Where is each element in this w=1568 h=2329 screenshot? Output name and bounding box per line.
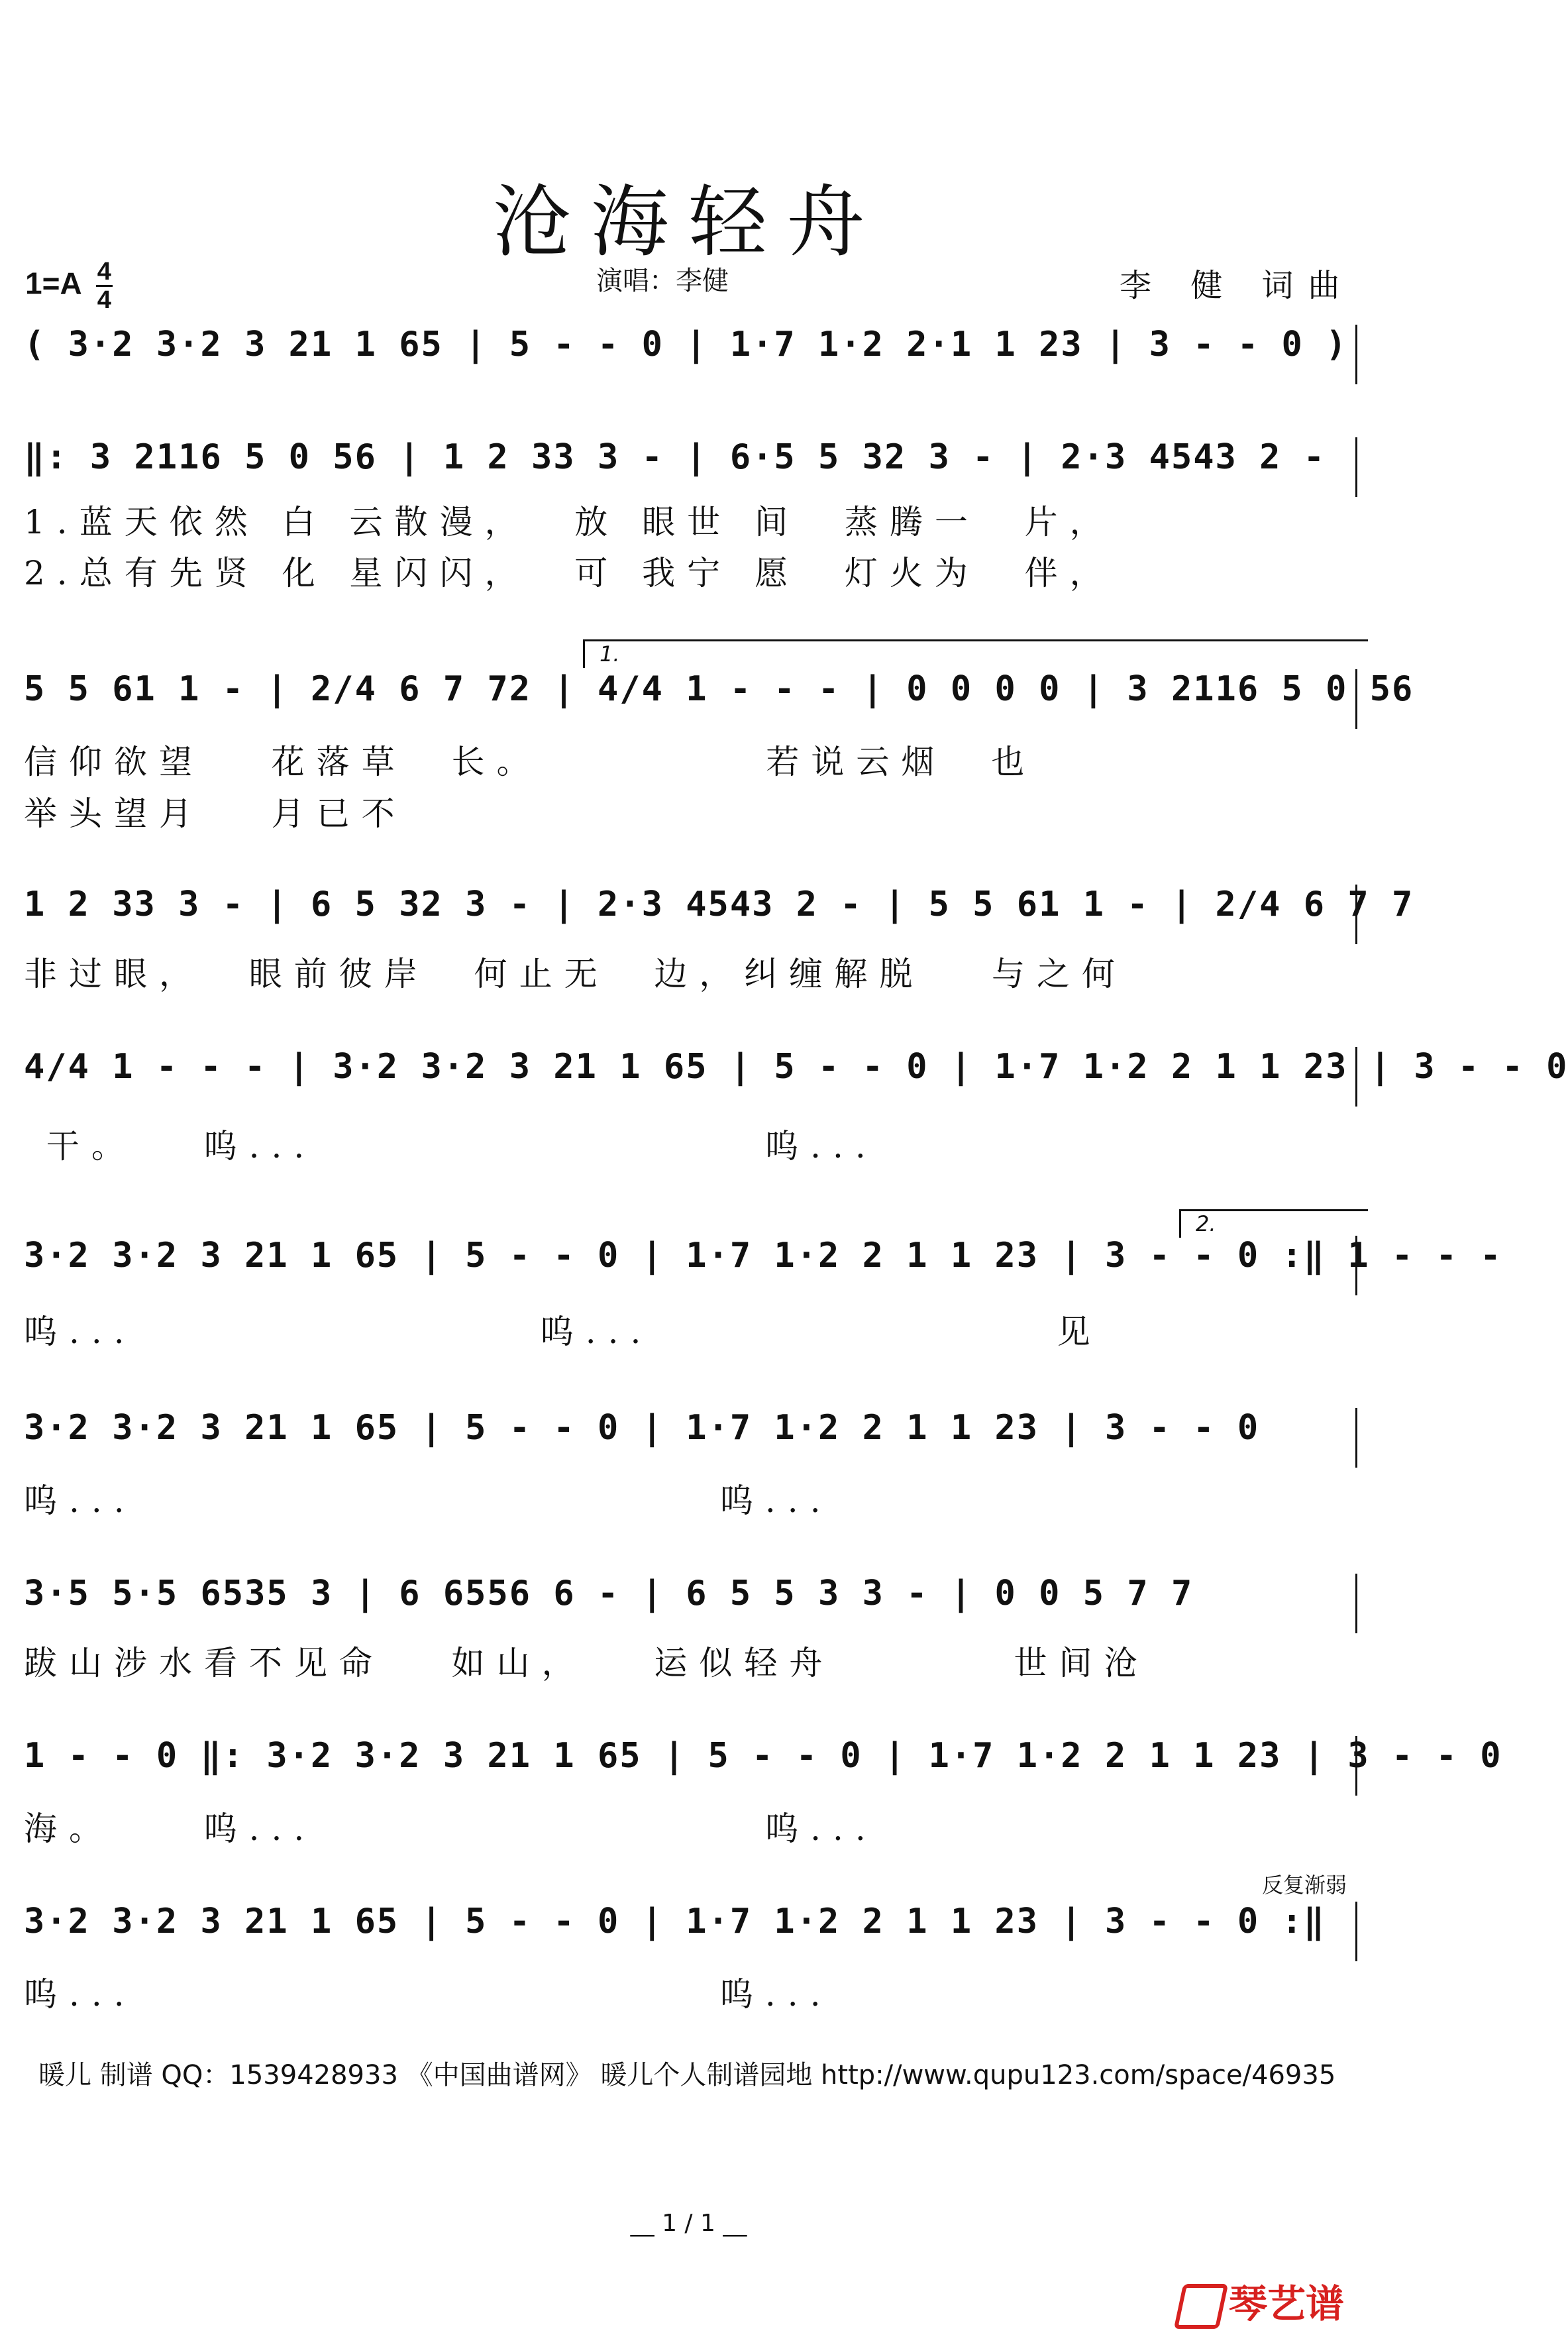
lyric-line-3a: 信仰欲望 花落草 长。 若说云烟 也 xyxy=(24,743,1037,781)
lyric-line-2a: 1.蓝天依然 白 云散漫， 放 眼世 间 蒸腾一 片， xyxy=(24,503,1115,541)
key-label: 1=A xyxy=(25,266,81,301)
score-line-4: 1 2 33 3 - | 6 5 32 3 - | 2·3 4543 2 - | 5 5 61 1 - | 2/4 6 7 7 xyxy=(24,885,1357,944)
lyric-line-4: 非过眼， 眼前彼岸 何止无 边，纠缠解脱 与之何 xyxy=(24,955,1127,993)
score-line-10: 3·2 3·2 3 21 1 65 | 5 - - 0 | 1·7 1·2 2 1 1 23 | 3 - - 0 :‖ xyxy=(24,1902,1357,1961)
lyric-line-6: 呜... 呜... 见 xyxy=(24,1313,1102,1351)
logo-text: 琴艺谱 xyxy=(1228,2281,1344,2326)
volta-2: 2. xyxy=(1179,1209,1368,1238)
repeat-note: 反复渐弱 xyxy=(1261,1872,1347,1898)
score-line-2: ‖: 3 2116 5 0 56 | 1 2 33 3 - | 6·5 5 32 3 - | 2·3 4543 2 - xyxy=(24,437,1357,497)
logo-icon xyxy=(1174,2284,1228,2329)
score-line-8: 3·5 5·5 6535 3 | 6 6556 6 - | 6 5 5 3 3 - | 0 0 5 7 7 xyxy=(24,1574,1357,1633)
site-logo xyxy=(1178,2273,1344,2329)
score-line-6: 3·2 3·2 3 21 1 65 | 5 - - 0 | 1·7 1·2 2 1 1 23 | 3 - - 0 :‖ 1 - - - xyxy=(24,1236,1357,1295)
composer-credit: 李 健 词曲 xyxy=(1120,267,1355,304)
lyric-line-2b: 2.总有先贤 化 星闪闪， 可 我宁 愿 灯火为 伴， xyxy=(24,554,1115,592)
time-sig-numerator: 4 xyxy=(97,258,111,286)
key-signature xyxy=(25,258,113,313)
lyric-line-3b: 举头望月 月已不 xyxy=(24,794,407,833)
lyric-line-8: 跋山涉水看不见命 如山， 运似轻舟 世间沧 xyxy=(24,1644,1149,1682)
score-line-7: 3·2 3·2 3 21 1 65 | 5 - - 0 | 1·7 1·2 2 1 1 23 | 3 - - 0 xyxy=(24,1408,1357,1468)
score-line-9: 1 - - 0 ‖: 3·2 3·2 3 21 1 65 | 5 - - 0 | 1·7 1·2 2 1 1 23 | 3 - - 0 xyxy=(24,1736,1357,1796)
lyric-line-7: 呜... 呜... xyxy=(24,1482,833,1520)
score-line-1: ( 3·2 3·2 3 21 1 65 | 5 - - 0 | 1·7 1·2 2·1 1 23 | 3 - - 0 ) xyxy=(24,325,1357,384)
page-title: 沧海轻舟 xyxy=(492,176,885,268)
page-number: __ 1 / 1 __ xyxy=(630,2210,747,2237)
singer-credit: 演唱：李健 xyxy=(596,266,729,296)
lyric-line-9: 海。 呜... 呜... xyxy=(24,1810,878,1848)
time-signature xyxy=(96,258,113,313)
lyric-line-10: 呜... 呜... xyxy=(24,1975,833,2014)
volta-1: 1. xyxy=(583,639,1368,668)
footer-credit: 暖儿 制谱 QQ：1539428933 《中国曲谱网》 暖儿个人制谱园地 http://www.qupu123.com/space/46935 xyxy=(38,2060,1336,2090)
time-sig-denominator: 4 xyxy=(97,286,111,314)
score-line-3: 5 5 61 1 - | 2/4 6 7 72 | 4/4 1 - - - | 0 0 0 0 | 3 2116 5 0 56 xyxy=(24,669,1357,729)
lyric-line-5: 干。 呜... 呜... xyxy=(24,1127,878,1165)
score-line-5: 4/4 1 - - - | 3·2 3·2 3 21 1 65 | 5 - - 0 | 1·7 1·2 2 1 1 23 | 3 - - 0 xyxy=(24,1047,1357,1107)
